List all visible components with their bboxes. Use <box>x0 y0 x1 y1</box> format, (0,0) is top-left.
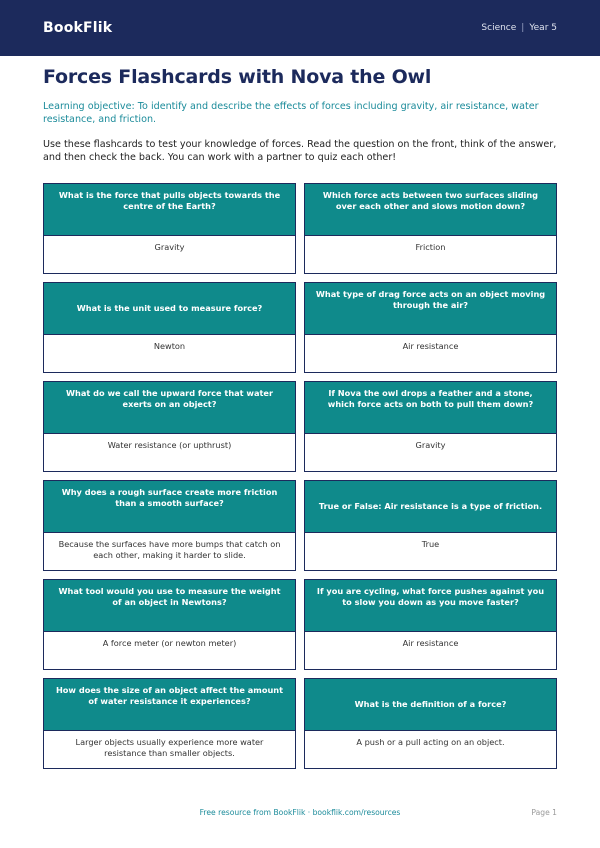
page-title: Forces Flashcards with Nova the Owl <box>43 66 432 88</box>
flashcard[interactable] <box>304 678 557 769</box>
flashcard-answer: Newton <box>44 334 295 372</box>
flashcard-question: Why does a rough surface create more friction than a smooth surface? <box>44 481 295 532</box>
flashcard-answer: Larger objects usually experience more water resistance than smaller objects. <box>44 730 295 768</box>
flashcard-question: How does the size of an object affect the amount of water resistance it experiences? <box>44 679 295 730</box>
flashcard-question: What do we call the upward force that water exerts on an object? <box>44 382 295 433</box>
flashcard-answer: A push or a pull acting on an object. <box>305 730 556 768</box>
flashcard-answer: Because the surfaces have more bumps that catch on each other, making it harder to slide. <box>44 532 295 570</box>
flashcard[interactable] <box>304 579 557 670</box>
year-label: Year 5 <box>529 23 557 33</box>
meta-separator: | <box>521 23 525 33</box>
flashcard-question: If you are cycling, what force pushes against you to slow you down as you move faster? <box>305 580 556 631</box>
flashcard[interactable] <box>304 183 557 274</box>
flashcard-answer: A force meter (or newton meter) <box>44 631 295 669</box>
learning-objective: Learning objective: To identify and describe the effects of forces including gravity, air resistance, water resistance, and friction. <box>43 101 539 125</box>
page-number: Page 1 <box>531 808 557 817</box>
flashcard[interactable] <box>43 282 296 373</box>
flashcard-answer: Friction <box>305 235 556 273</box>
flashcard-grid <box>43 183 557 769</box>
flashcard[interactable] <box>43 480 296 571</box>
flashcard-question: What type of drag force acts on an object moving through the air? <box>305 283 556 334</box>
flashcard[interactable] <box>43 381 296 472</box>
header-meta <box>481 23 557 33</box>
subject-label: Science <box>481 23 517 33</box>
flashcard-question: What is the unit used to measure force? <box>44 283 295 334</box>
brand-logo[interactable]: BookFlik <box>43 20 113 36</box>
flashcard-answer: Water resistance (or upthrust) <box>44 433 295 471</box>
flashcard-answer: True <box>305 532 556 570</box>
footer-link[interactable]: Free resource from BookFlik · bookflik.com/resources <box>199 808 401 817</box>
flashcard[interactable] <box>304 282 557 373</box>
flashcard[interactable] <box>304 480 557 571</box>
flashcard-question: If Nova the owl drops a feather and a stone, which force acts on both to pull them down? <box>305 382 556 433</box>
flashcard-answer: Gravity <box>305 433 556 471</box>
flashcard-question: Which force acts between two surfaces sliding over each other and slows motion down? <box>305 184 556 235</box>
flashcard-answer: Gravity <box>44 235 295 273</box>
intro-text: Use these flashcards to test your knowledge of forces. Read the question on the front, think of the answer, and then check the back. You can work with a partner to quiz each other! <box>43 139 557 163</box>
flashcard-question: What tool would you use to measure the weight of an object in Newtons? <box>44 580 295 631</box>
flashcard-answer: Air resistance <box>305 334 556 372</box>
flashcard[interactable] <box>304 381 557 472</box>
header-bar <box>0 0 600 56</box>
flashcard[interactable] <box>43 678 296 769</box>
flashcard-question: True or False: Air resistance is a type of friction. <box>305 481 556 532</box>
flashcard-question: What is the definition of a force? <box>305 679 556 730</box>
flashcard-answer: Air resistance <box>305 631 556 669</box>
flashcard-question: What is the force that pulls objects towards the centre of the Earth? <box>44 184 295 235</box>
flashcard[interactable] <box>43 579 296 670</box>
flashcard[interactable] <box>43 183 296 274</box>
